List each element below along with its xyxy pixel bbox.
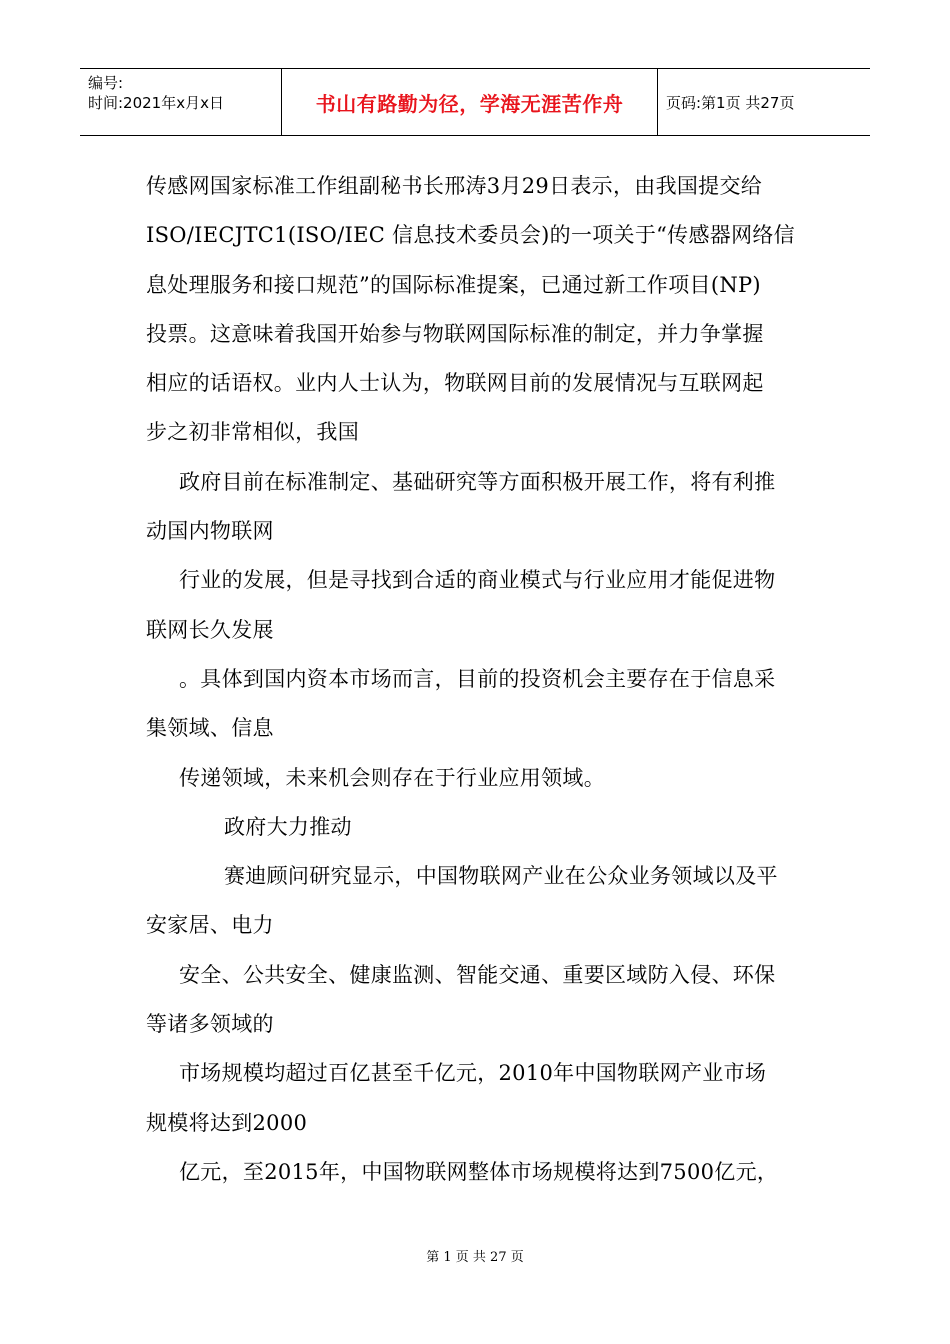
page-header bbox=[80, 68, 870, 136]
body-line: 相应的话语权。业内人士认为，物联网目前的发展情况与互联网起 bbox=[146, 371, 764, 396]
body-line: 传感网国家标准工作组副秘书长邢涛3月29日表示，由我国提交给 bbox=[146, 174, 763, 198]
body-line: 联网长久发展 bbox=[146, 617, 274, 642]
header-page-info: 页码:第1页 共27页 bbox=[666, 93, 795, 112]
body-line: 投票。这意味着我国开始参与物联网国际标准的制定，并力争掌握 bbox=[146, 321, 764, 346]
document-number-label: 编号: bbox=[88, 74, 124, 92]
section-heading: 政府大力推动 bbox=[224, 814, 352, 839]
header-meta bbox=[80, 69, 282, 135]
header-motto: 书山有路勤为径，学海无涯苦作舟 bbox=[282, 69, 658, 135]
body-line: 规模将达到2000 bbox=[146, 1110, 308, 1135]
body-line: 动国内物联网 bbox=[146, 519, 274, 544]
document-time-label: 时间:2021年x月x日 bbox=[88, 94, 224, 112]
body-line: 步之初非常相似，我国 bbox=[146, 420, 359, 445]
body-line: 传递领域，未来机会则存在于行业应用领域。 bbox=[179, 765, 605, 790]
body-line: 息处理服务和接口规范”的国际标准提案，已通过新工作项目(NP) bbox=[146, 272, 761, 297]
body-line: 行业的发展，但是寻找到合适的商业模式与行业应用才能促进物 bbox=[179, 568, 776, 593]
body-line: 安家居、电力 bbox=[146, 913, 274, 938]
page-footer: 第 1 页 共 27 页 bbox=[426, 1250, 524, 1265]
body-line: ISO/IECJTC1(ISO/IEC 信息技术委员会)的一项关于“传感器网络信 bbox=[146, 223, 795, 248]
body-line: 。具体到国内资本市场而言，目前的投资机会主要存在于信息采 bbox=[179, 666, 776, 691]
body-line: 集领域、信息 bbox=[146, 716, 274, 741]
body-line: 赛迪顾问研究显示，中国物联网产业在公众业务领域以及平 bbox=[224, 864, 778, 889]
body-line: 市场规模均超过百亿甚至千亿元，2010年中国物联网产业市场 bbox=[179, 1061, 767, 1086]
body-line: 政府目前在标准制定、基础研究等方面积极开展工作，将有利推 bbox=[179, 469, 776, 494]
body-line: 等诸多领域的 bbox=[146, 1012, 274, 1037]
document-body bbox=[146, 162, 816, 1197]
body-line: 亿元，至2015年，中国物联网整体市场规模将达到7500亿元， bbox=[179, 1159, 779, 1184]
body-line: 安全、公共安全、健康监测、智能交通、重要区域防入侵、环保 bbox=[179, 962, 776, 987]
